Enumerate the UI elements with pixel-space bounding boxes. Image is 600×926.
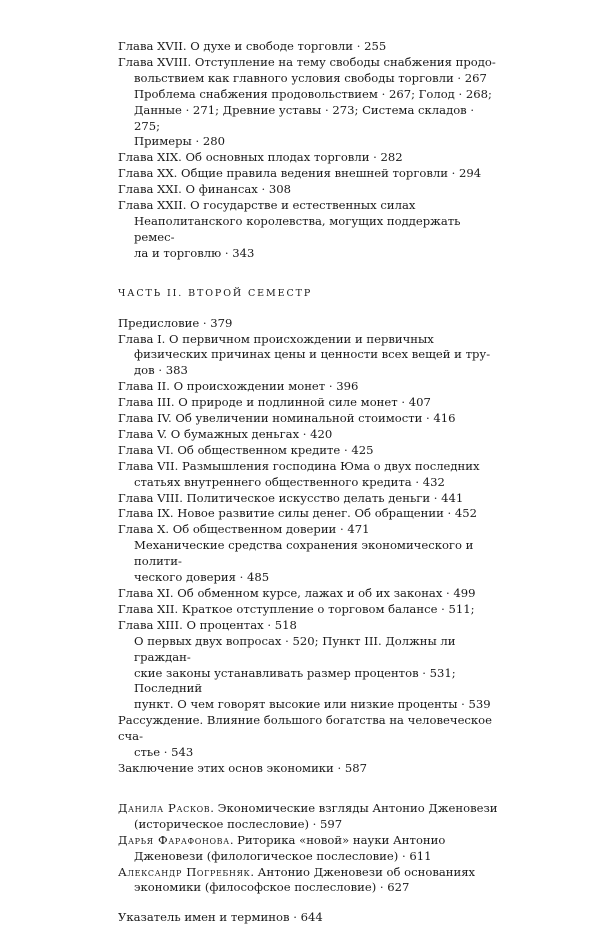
afterword-entry xyxy=(118,833,498,865)
author-name: Дарья Фарафонова xyxy=(118,832,230,847)
toc-line: О первых двух вопросах · 520; Пункт III. Должны ли граждан- xyxy=(134,633,456,664)
table-of-contents xyxy=(118,39,498,926)
toc-line: пункт. О чем говорят высокие или низкие проценты · 539 xyxy=(134,697,491,712)
toc-entry xyxy=(118,182,498,198)
toc-line: Глава XXII. О государстве и естественных силах xyxy=(118,198,416,213)
toc-line: Глава XII. Краткое отступление о торговом балансе · 511; xyxy=(118,601,475,616)
toc-entry xyxy=(118,602,498,618)
afterword-entry xyxy=(118,801,498,833)
toc-entry xyxy=(118,713,498,761)
toc-line: Данные · 271; Древние уставы · 273; Система складов · 275; xyxy=(134,102,475,133)
toc-line: Предисловие · 379 xyxy=(118,315,233,330)
toc-line xyxy=(118,865,498,881)
afterword-title: . Риторика «новой» науки Антонио xyxy=(229,832,446,847)
toc-entry xyxy=(118,198,498,262)
toc-line xyxy=(118,801,498,817)
toc-line: Механические средства сохранения экономического и полити- xyxy=(134,538,474,569)
toc-line: Глава XIX. Об основных плодах торговли · 282 xyxy=(118,150,403,165)
author-name: Александр Погребняк xyxy=(118,864,251,879)
toc-entry xyxy=(118,427,498,443)
toc-line: стье · 543 xyxy=(134,745,194,760)
afterword-title: . Экономические взгляды Антонио Дженовези xyxy=(210,800,498,815)
toc-line: Глава XVIII. Отступление на тему свободы снабжения продо- xyxy=(118,54,496,69)
toc-line: Глава XI. Об обменном курсе, лажах и об их законах · 499 xyxy=(118,586,476,600)
toc-entry xyxy=(118,39,498,55)
toc-line: экономики (философское послесловие) · 627 xyxy=(134,880,410,895)
toc-line: Неаполитанского королевства, могущих поддержать ремес- xyxy=(134,213,461,244)
toc-line: ческого доверия · 485 xyxy=(134,570,270,585)
toc-entry xyxy=(118,150,498,166)
index-entry: Указатель имен и терминов · 644 xyxy=(118,910,323,925)
toc-line: Глава XIII. О процентах · 518 xyxy=(118,617,297,632)
toc-entry xyxy=(118,55,498,150)
toc-line: Глава XVII. О духе и свободе торговли · 255 xyxy=(118,39,387,53)
toc-entry xyxy=(118,166,498,182)
toc-line: ла и торговлю · 343 xyxy=(134,245,255,260)
toc-line: Глава IV. Об увеличении номинальной стоимости · 416 xyxy=(118,411,456,426)
toc-line: Заключение этих основ экономики · 587 xyxy=(118,760,367,775)
toc-section-part2 xyxy=(118,316,498,777)
toc-line: дов · 383 xyxy=(134,363,188,378)
toc-entry xyxy=(118,316,498,332)
toc-line: Рассуждение. Влияние большого богатства на человеческое сча- xyxy=(118,713,493,744)
toc-section-top xyxy=(118,39,498,262)
toc-line: Проблема снабжения продовольствием · 267; Голод · 268; xyxy=(134,86,492,101)
toc-line: физических причинах цены и ценности всех вещей и тру- xyxy=(134,347,491,362)
part-title: ЧАСТЬ II. ВТОРОЙ СЕМЕСТР xyxy=(118,287,313,299)
toc-line: Глава I. О первичном происхождении и первичных xyxy=(118,331,434,346)
toc-line: Глава XX. Общие правила ведения внешней торговли · 294 xyxy=(118,166,482,181)
toc-line: Примеры · 280 xyxy=(134,134,225,149)
toc-entry xyxy=(118,506,498,522)
toc-line: Глава II. О происхождении монет · 396 xyxy=(118,379,359,394)
toc-line: Глава VI. Об общественном кредите · 425 xyxy=(118,442,374,457)
toc-line: ские законы устанавливать размер процентов · 531; Последний xyxy=(134,665,456,696)
toc-entry xyxy=(118,618,498,634)
toc-entry xyxy=(118,586,498,602)
toc-entry xyxy=(118,459,498,491)
toc-line: вольствием как главного условия свободы торговли · 267 xyxy=(134,70,487,85)
afterword-entry xyxy=(118,865,498,897)
toc-line: Дженовези (филологическое послесловие) · 611 xyxy=(134,848,432,863)
toc-entry xyxy=(118,332,498,380)
toc-line: Глава V. О бумажных деньгах · 420 xyxy=(118,426,333,441)
toc-entry xyxy=(118,411,498,427)
toc-line: Глава VII. Размышления господина Юма о двух последних xyxy=(118,458,480,473)
toc-line: статьях внутреннего общественного кредита · 432 xyxy=(134,474,445,489)
toc-line: (историческое послесловие) · 597 xyxy=(134,816,343,831)
toc-entry xyxy=(118,522,498,538)
afterword-title: . Антонио Дженовези об основаниях xyxy=(250,864,476,879)
toc-line: Глава VIII. Политическое искусство делать деньги · 441 xyxy=(118,490,464,505)
toc-line: Глава XXI. О финансах · 308 xyxy=(118,182,292,197)
toc-section-afterwords xyxy=(118,801,498,896)
toc-line: Глава X. Об общественном доверии · 471 xyxy=(118,522,370,537)
toc-entry xyxy=(118,379,498,395)
author-name: Данила Расков xyxy=(118,800,211,815)
toc-entry xyxy=(118,491,498,507)
toc-line: Глава III. О природе и подлинной силе монет · 407 xyxy=(118,395,431,410)
toc-entry xyxy=(118,395,498,411)
toc-entry xyxy=(118,443,498,459)
toc-line xyxy=(118,833,498,849)
toc-entry xyxy=(118,761,498,777)
toc-subentry xyxy=(118,634,498,714)
toc-subentry xyxy=(118,538,498,586)
toc-line: Глава IX. Новое развитие силы денег. Об обращении · 452 xyxy=(118,506,478,521)
